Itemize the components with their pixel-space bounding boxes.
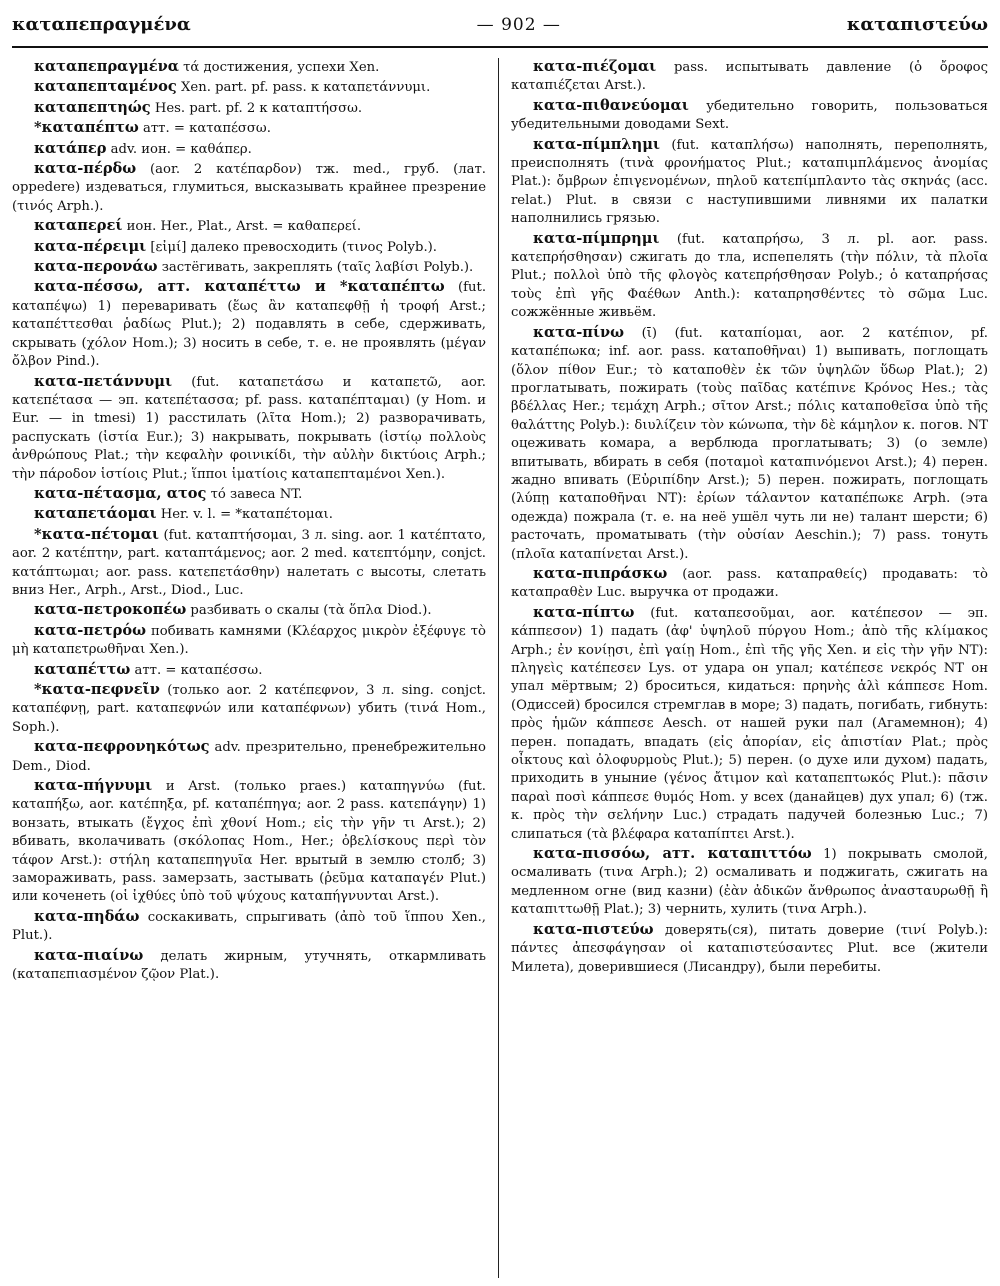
dictionary-entry	[12, 622, 486, 660]
dictionary-entry	[12, 58, 486, 77]
entry-headword: κατα-πίμπλημι	[533, 135, 660, 153]
entry-definition: (ῑ) (fut. καταπίομαι, aor. 2 κατέπιον, pf. καταπέπωκα; inf. aor. pass. καταποθῆναι) 1) выпивать, поглощать (ὅλον πίθον Eur.; τὸ καταποθὲν ἐκ τῶν ὑψηλῶν ὕδωρ Plat.); 2) проглатывать, пожирать (τοὺς παῖδας κατέπινε Κρόνος Hes.; τὰς βδέλλας Her.; τεμάχη Arph.; σῖτον Arst.; πόλις καταποθεῖσα ὑπὸ τῆς θαλάττης Polyb.): διυλίζειν τὸν κώνωπα, τὴν δὲ κάμηλον κ. погов. NT оцеживать комара, а верблюда проглатывать; 3) (о земле) впитывать, вбирать в себя (ποταμοὶ καταπινόμενοι Arst.); 4) перен. жадно впивать (Εὐριπίδην Arst.); 5) перен. пожирать, поглощать (λύπῃ καταποθῆναι NT): ἐρίων τάλαντον καταπέπωκε Arph. (эта одежда) пожрала (т. е. на неё ушёл чуть ли не) талант шерсти; 6) расточать, проматывать (τὴν οὐσίαν Aeschin.); 7) pass. тонуть (πλοῖα καταπίνεται Arst.).	[511, 325, 988, 562]
dictionary-entry	[511, 921, 988, 977]
dictionary-entry	[511, 324, 988, 564]
entry-definition: (fut. καταπρήσω, 3 л. pl. aor. pass. κατεπρήσθησαν) сжигать до тла, испепелять (τὴν πόλιν, τὰ πλοῖα Plut.; πολλοὶ ὑπὸ τῆς φλογὸς κατεπρήσθησαν Polyb.; ὁ καταπρήσας τοὺς ἐπὶ γῆς Φαέθων Anth.): καταπρησθέντες τὸ σῶμα Luc. сожжённые живьём.	[511, 231, 988, 321]
dictionary-entry	[12, 373, 486, 484]
entry-headword: κατα-πιέζομαι	[533, 58, 657, 75]
entry-definition: соскакивать, спрыгивать (ἀπὸ τοῦ ἵππου Xen., Plut.).	[12, 909, 486, 944]
entry-definition: (fut. καταπεσοῦμαι, aor. κατέπεσον — эп. κάππεσον) 1) падать (ἀφ' ὑψηλοῦ πύργου Hom.; ἀπὸ τῆς κλίμακος Arph.; ἐν κονίῃσι, ἐπὶ γαίῃ Hom., ἐπὶ τῆς γῆς Xen. и εἰς τὴν γῆν NT): πληγεὶς κατέπεσεν Lys. от удара он упал; κατέπεσε νεκρός NT он упал мёртвым; 2) броситься, кидаться: πρηνὴς ἁλὶ κάππεσε Hom. (Одиссей) бросился стремглав в море; 3) падать, погибать, гибнуть: πρὸς ἡμῶν κάππεσε Aesch. от нашей руки пал (Агамемнон); 4) перен. попадать, впадать (εἰς ἀπορίαν, εἰς ἀπιστίαν Plat.; πρὸς οἶκτους καὶ ὀλοφυρμοὺς Plut.); 5) перен. (о духе или духом) падать, приходить в уныние (γένος ἄτιμον καὶ καταπεπτωκός Plut.): πᾶσιν παραὶ ποσὶ κάππεσε θυμός Hom. у всех (данайцев) дух упал; 6) (тж. κ. πρὸς τὴν σελήνην Luc.) страдать падучей болезнью Luc.; 7) слипаться (τὰ βλέφαρα καταπίπτει Arst.).	[511, 605, 988, 842]
entry-headword: κατάπερ	[34, 139, 107, 157]
entry-definition: разбивать о скалы (τὰ ὅπλα Diod.).	[186, 603, 432, 619]
entry-definition: adv. презрительно, пренебрежительно Dem., Diod.	[12, 740, 486, 774]
dictionary-entry	[511, 58, 988, 96]
entry-definition: τό завеса NT.	[206, 486, 303, 502]
entry-definition: (fut. καταπέψω) 1) переваривать (ἕως ἂν καταπεφθῇ ἡ τροφή Arst.; καταπέττεσθαι ῥαδίως Plut.); 2) подавлять в себе, сдерживать, скрывать (χόλον Hom.); 3) носить в себе, т. е. не проявлять (μέγαν ὄλβον Pind.).	[12, 280, 487, 370]
entry-headword: *κατα-πεφνεῖν	[34, 681, 160, 698]
left-running-head: καταπεπραγμένα	[12, 14, 191, 35]
dictionary-entry	[12, 681, 486, 737]
dictionary-entry	[12, 661, 486, 680]
dictionary-entry	[12, 947, 486, 985]
entry-headword: καταπετάομαι	[34, 505, 157, 523]
dictionary-entry	[511, 845, 988, 920]
entry-headword: κατα-πέρδω	[34, 160, 137, 178]
dictionary-entry	[12, 526, 486, 601]
entry-headword: κατα-πέσσω, атт. καταπέττω и *καταπέπτω	[34, 278, 445, 296]
entry-headword: κατα-περονάω	[34, 258, 158, 276]
entry-definition: 1) покрывать смолой, осмаливать (τινα Arph.); 2) осмаливать и поджигать, сжигать на медленном огне (вид казни) (ἐὰν ἀδικῶν ἄνθρωπος ἀνασταυρωθῇ ἢ καταπιττωθῇ Plat.); 3) чернить, хулить (τινα Arph.).	[511, 847, 988, 918]
entry-headword: καταπέττω	[34, 660, 131, 678]
entry-headword: κατα-πιπράσκω	[533, 564, 668, 582]
dictionary-entry	[12, 738, 486, 776]
entry-headword: καταπερεί	[34, 217, 123, 235]
entry-headword: κατα-πιθανεύομαι	[533, 96, 689, 114]
entry-headword: κατα-πέτασμα, ατος	[34, 484, 207, 502]
entry-definition: τά достижения, успехи Xen.	[178, 60, 380, 75]
entry-definition: Xen. part. pf. pass. к καταπετάννυμι.	[176, 80, 431, 96]
dictionary-entry	[12, 99, 486, 118]
entry-headword: κατα-πετροκοπέω	[34, 601, 187, 619]
dictionary-entry	[12, 140, 486, 159]
dictionary-entry	[511, 565, 988, 603]
entry-headword: κατα-πετρόω	[34, 621, 146, 639]
entry-headword: κατα-πίνω	[533, 323, 625, 341]
dictionary-entry	[12, 238, 486, 257]
entry-definition: доверять(ся), питать доверие (τινί Polyb.): πάντες ἀπεσφάγησαν οἱ καταπιστεύσαντες Plut. все (жители Милета), доверившиеся (Лисандру), были перебиты.	[511, 922, 988, 975]
entry-headword: καταπεπραγμένα	[34, 58, 179, 75]
dictionary-entry	[12, 601, 486, 620]
dictionary-entry	[12, 119, 486, 138]
entry-headword: *κατα-πέτομαι	[34, 525, 159, 543]
entry-definition: (fut. καταπλήσω) наполнять, переполнять, преисполнять (τινὰ φρονήματος Plut.; καταπιμπλάμενος ἀνομίας Plat.): ὄμβρων ἐπιγενομένων, πηλοῦ κατεπίμπλαντο τὰς σκηνάς (acc. relat.) Plut. в связи с наступившими ливнями их палатки наполнились грязью.	[511, 137, 988, 227]
dictionary-entry	[12, 258, 486, 277]
entry-headword: κατα-πετάννυμι	[34, 372, 172, 390]
entry-definition: (aor. 2 κατέπαρδον) тж. med., груб. (лат. oppedere) издеваться, глумиться, высказывать крайнее презрение (τινός Arph.).	[12, 162, 486, 214]
entry-definition: и Arst. (только praes.) καταπηγνύω (fut. καταπήξω, aor. κατέπηξα, pf. καταπέπηγα; aor. 2 pass. κατεπάγην) 1) вонзать, втыкать (ἔγχος ἐπὶ χθονί Hom.; εἰς τὴν γῆν τι Arst.); 2) вбивать, вколачивать (σκόλοπας Hom., Her.; ὀβελίσκους περὶ τὸν τάφον Arst.): στήλη καταπεπηγυῖα Her. врытый в землю столб; 3) замораживать, pass. замерзать, застывать (ῥεῦμα καταπαγέν Plut.) или коченеть (οἱ ἰχθύες ὑπὸ τοῦ ψύχους καταπήγνυνται Arst.).	[12, 779, 486, 905]
left-column	[12, 58, 499, 1278]
dictionary-entry	[12, 505, 486, 524]
dictionary-entry	[12, 217, 486, 236]
entry-definition: застёгивать, закреплять (ταῖς λαβίσι Polyb.).	[157, 260, 474, 276]
dictionary-entry	[12, 777, 486, 907]
dictionary-entry	[12, 908, 486, 946]
entry-definition: Her. v. l. = *καταπέτομαι.	[156, 507, 333, 523]
dictionary-entry	[12, 278, 486, 371]
entry-definition: делать жирным, утучнять, откармливать (καταπεπιασμένον ζῷον Plat.).	[12, 948, 486, 983]
entry-definition: (fut. καταπετάσω и καταπετῶ, aor. κατεπέτασα — эп. κατεπέτασσα; pf. pass. καταπέπταμαι) (у Hom. и Eur. — in tmesi) 1) расстилать (λῖτα Hom.); 2) разворачивать, распускать (ἱστία Eur.); 3) накрывать, покрывать (ἱστίῳ πολλοὺς ἀνθρώπους Plat.; τὴν κεφαλὴν φοινικίδι, τὴν αὐλὴν δικτύοις Arph.; τὴν πάροδον ἱστίοις Plut.; ἵπποι ἱματίοις καταπεπταμένοι Xen.).	[12, 374, 486, 482]
entry-headword: κατα-πίπτω	[533, 603, 635, 621]
entry-headword: κατα-πεφρονηκότως	[34, 738, 210, 756]
entry-headword: κατα-πίμπρημι	[533, 229, 660, 247]
entry-headword: κατα-πήγνυμι	[34, 777, 153, 795]
entry-headword: κατα-πιστεύω	[533, 920, 654, 938]
entry-definition: (aor. pass. καταπραθείς) продавать: τὸ καταπραθὲν Luc. выручка от продажи.	[511, 566, 988, 601]
entry-headword: *καταπέπτω	[34, 119, 139, 137]
dictionary-entry	[12, 78, 486, 97]
dictionary-entry	[511, 604, 988, 844]
entry-headword: κατα-πέρειμι	[34, 237, 147, 255]
dictionary-entry	[511, 230, 988, 323]
page-number: — 902 —	[476, 15, 561, 35]
dictionary-entry	[12, 160, 486, 216]
dictionary-entry	[12, 485, 486, 504]
dictionary-entry	[511, 136, 988, 229]
entry-definition: (fut. καταπτήσομαι, 3 л. sing. aor. 1 κατέπτατο, aor. 2 κατέπτην, part. καταπτάμενος; aor. 2 med. κατεπτόμην, conjct. κατάπτωμαι; aor. pass. κατεπετάσθην) налетать с высоты, слетать вниз Her., Arph., Arst., Diod., Luc.	[12, 527, 486, 598]
entry-definition: [εἰμί] далеко превосходить (τινος Polyb.).	[146, 239, 437, 255]
right-column	[499, 58, 988, 1278]
entry-definition: (только aor. 2 κατέπεφνον, 3 л. sing. conjct. καταπέφνῃ, part. καταπεφνών или καταπέφνων) убить (τινά Hom., Soph.).	[12, 683, 486, 735]
entry-definition: adv. ион. = καθάπερ.	[106, 141, 252, 157]
entry-definition: ион. Her., Plat., Arst. = καθαπερεί.	[122, 219, 362, 235]
entry-definition: pass. испытывать давление (ὁ ὄροφος καταπιέζεται Arst.).	[511, 60, 988, 94]
page-header	[12, 14, 988, 48]
dictionary-entry	[511, 97, 988, 135]
entry-definition: атт. = καταπέσσω.	[130, 662, 263, 678]
columns	[12, 58, 988, 1278]
entry-headword: κατα-πισσόω, атт. καταπιττόω	[533, 845, 812, 863]
entry-headword: κατα-πηδάω	[34, 907, 140, 925]
entry-definition: атт. = καταπέσσω.	[138, 121, 271, 137]
entry-headword: καταπεπταμένος	[34, 78, 177, 96]
entry-definition: убедительно говорить, пользоваться убедительными доводами Sext.	[511, 98, 988, 133]
entry-definition: побивать камнями (Κλέαρχος μικρὸν ἐξέφυγε τὸ μὴ καταπετρωθῆναι Xen.).	[12, 623, 486, 658]
entry-headword: κατα-πιαίνω	[34, 946, 144, 964]
entry-headword: καταπεπτηώς	[34, 98, 151, 116]
entry-definition: Hes. part. pf. 2 к καταπτήσσω.	[150, 100, 363, 116]
right-running-head: καταπιστεύω	[846, 14, 988, 35]
